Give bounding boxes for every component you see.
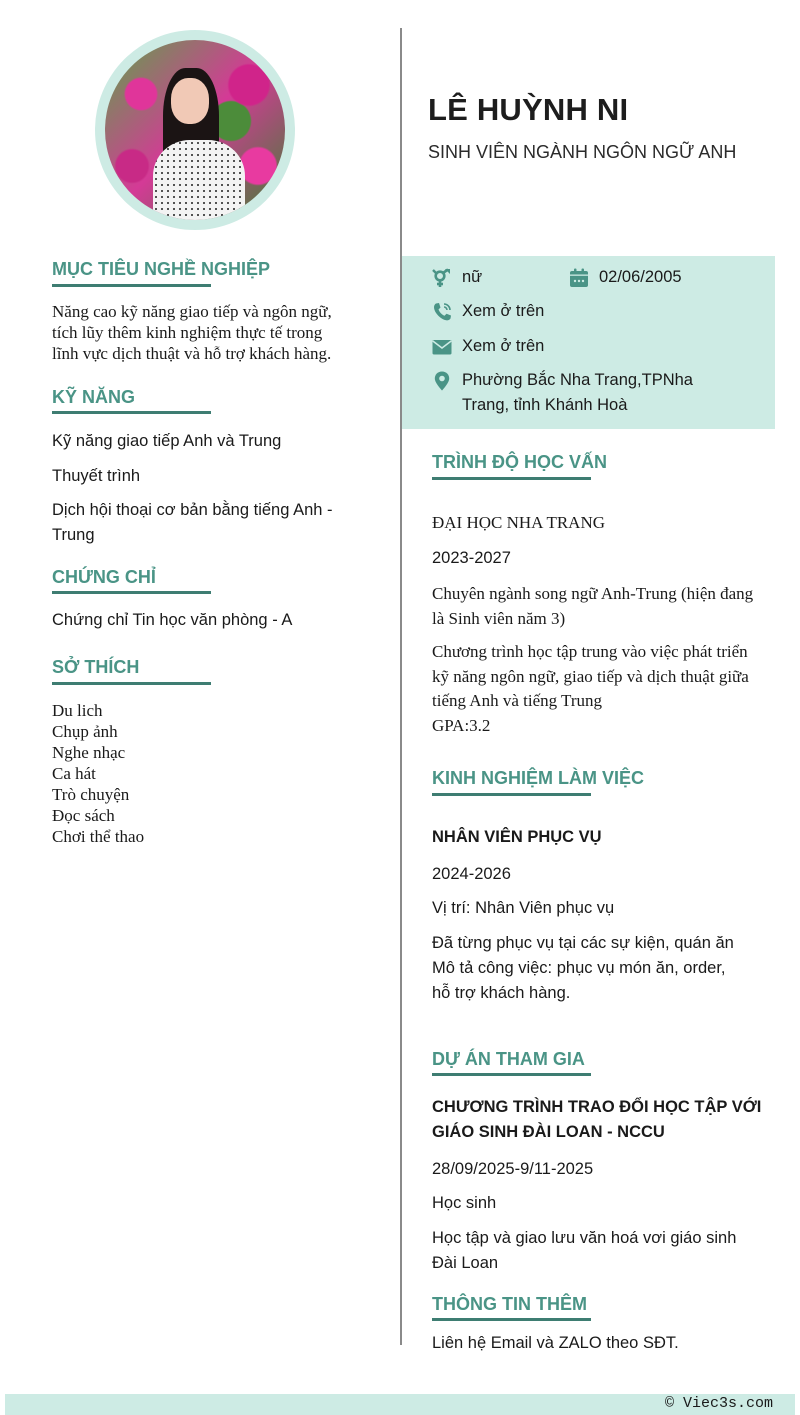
heading-underline [432,793,591,796]
birthday-value: 02/06/2005 [599,268,682,286]
candidate-name: LÊ HUỲNH NI [428,92,629,127]
contact-birthday [569,268,682,290]
section-heading-additional: THÔNG TIN THÊM [432,1294,587,1314]
candidate-title: SINH VIÊN NGÀNH NGÔN NGỮ ANH [428,142,737,162]
project-period: 28/09/2025-9/11-2025 [432,1160,594,1178]
project-role: Học sinh [432,1194,497,1212]
hobby-item: Trò chuyện [52,785,130,804]
job-title: NHÂN VIÊN PHỤC VỤ [432,828,602,846]
hobby-item: Chụp ảnh [52,722,118,741]
section-heading-education: TRÌNH ĐỘ HỌC VẤN [432,452,607,472]
contact-email [432,337,544,359]
email-icon [432,337,452,357]
heading-underline [432,1073,591,1076]
education-major: Chuyên ngành song ngữ Anh-Trung (hiện đang là Sinh viên năm 3) [432,584,754,628]
footer-bar [5,1394,795,1415]
heading-underline [52,284,211,287]
job-description: Đã từng phục vụ tại các sự kiện, quán ăn Mô tả công việc: phục vụ món ăn, order, hỗ trợ khách hàng. [432,934,734,1002]
footer-copyright: © Viec3s.com [664,1395,773,1412]
project-title: CHƯƠNG TRÌNH TRAO ĐỔI HỌC TẬP VỚI GIÁO SINH ĐÀI LOAN - NCCU [432,1098,762,1141]
section-heading-experience: KINH NGHIỆM LÀM VIỆC [432,768,645,788]
skill-item: Thuyết trình [52,467,141,485]
section-heading-skills: KỸ NĂNG [52,387,136,407]
hobby-item: Chơi thể thao [52,827,145,846]
additional-info: Liên hệ Email và ZALO theo SĐT. [432,1334,679,1352]
heading-underline [52,591,211,594]
location-pin-icon [432,371,452,391]
hobby-item: Nghe nhạc [52,743,126,762]
heading-underline [52,682,211,685]
job-position: Vị trí: Nhân Viên phục vụ [432,899,615,917]
section-heading-hobbies: SỞ THÍCH [52,657,140,677]
certificate-item: Chứng chỉ Tin học văn phòng - A [52,611,293,629]
section-heading-projects: DỰ ÁN THAM GIA [432,1049,585,1069]
heading-underline [52,411,211,414]
heading-underline [432,1318,591,1321]
email-value: Xem ở trên [462,337,545,355]
phone-value: Xem ở trên [462,302,545,320]
section-heading-objective: MỤC TIÊU NGHỀ NGHIỆP [52,259,271,279]
contact-address [432,371,693,418]
education-description: Chương trình học tập trung vào việc phát triển kỹ năng ngôn ngữ, giao tiếp và dịch thuật giữa tiếng Anh và tiếng Trung GPA:3.2 [432,642,749,735]
contact-gender [432,268,482,290]
hobby-item: Ca hát [52,764,96,783]
education-school: ĐẠI HỌC NHA TRANG [432,513,605,532]
job-period: 2024-2026 [432,865,511,883]
skill-item: Kỹ năng giao tiếp Anh và Trung [52,432,282,450]
education-gpa: GPA:3.2 [432,715,491,735]
hobby-item: Đọc sách [52,806,115,825]
calendar-icon [569,268,589,288]
education-period: 2023-2027 [432,549,511,567]
contact-panel [402,256,775,429]
hobby-item: Du lich [52,701,103,720]
skill-item: Dịch hội thoại cơ bản bằng tiếng Anh - Trung [52,501,333,544]
address-value: Phường Bắc Nha Trang,TPNha Trang, tỉnh Khánh Hoà [462,371,693,414]
project-description: Học tập và giao lưu văn hoá vơi giáo sinh Đài Loan [432,1229,737,1272]
contact-phone [432,302,544,324]
section-heading-certificates: CHỨNG CHỈ [52,567,156,587]
avatar-frame [95,30,295,230]
objective-text: Năng cao kỹ năng giao tiếp và ngôn ngữ, tích lũy thêm kinh nghiệm thực tế trong lĩnh vực dịch thuật và hỗ trợ khách hàng. [52,302,332,363]
avatar-photo [105,40,285,220]
phone-icon [432,302,452,322]
column-divider [400,28,402,1345]
hobby-list [52,700,144,847]
heading-underline [432,477,591,480]
gender-value: nữ [462,268,483,286]
gender-icon [432,268,452,288]
